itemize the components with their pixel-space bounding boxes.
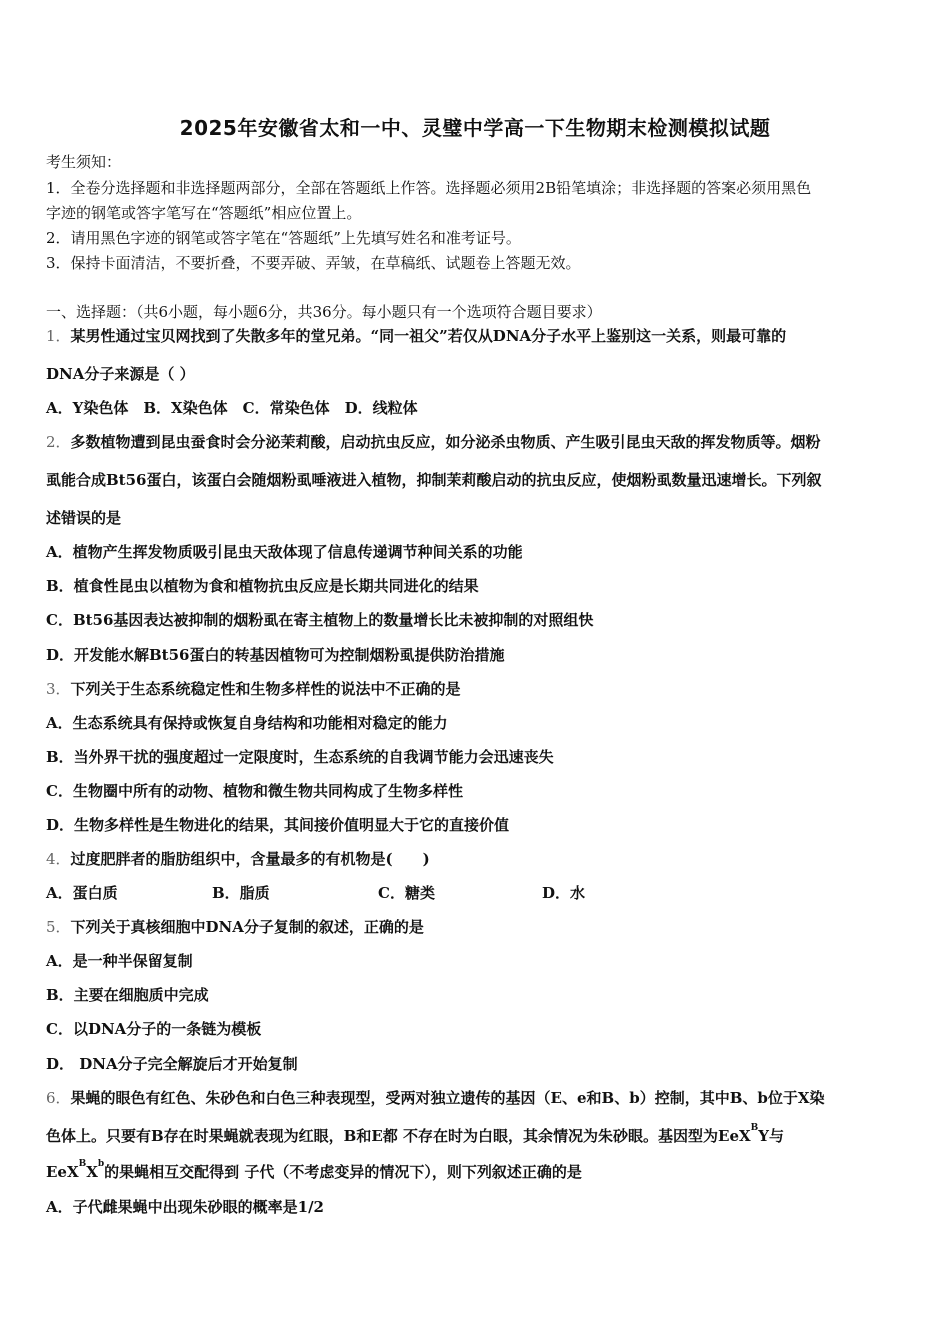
question-3-option-b: B．当外界干扰的强度超过一定限度时，生态系统的自我调节能力会迅速丧失 <box>46 748 554 766</box>
question-5-line-1 <box>46 917 908 937</box>
question-4-line-1 <box>46 849 908 869</box>
question-number: 2． <box>46 433 71 451</box>
question-2-option-c: C．Bt56基因表达被抑制的烟粉虱在寄主植物上的数量增长比未被抑制的对照组快 <box>46 611 594 629</box>
question-5-stem: 下列关于真核细胞中DNA分子复制的叙述，正确的是 <box>70 918 424 936</box>
question-number: 5． <box>46 918 71 936</box>
question-6-text: X <box>86 1163 98 1181</box>
question-4-option-c: C．糖类 <box>378 884 435 902</box>
question-2-line-2: 虱能合成Bt56蛋白，该蛋白会随烟粉虱唾液进入植物，抑制茉莉酸启动的抗虫反应，使烟粉虱数量迅速增长。下列叙 <box>46 471 822 489</box>
question-1-line-2: DNA分子来源是（ ） <box>46 365 195 383</box>
question-6-text: EeX <box>46 1163 79 1181</box>
question-6-line-2 <box>46 1123 908 1146</box>
question-1-stem: 某男性通过宝贝网找到了失散多年的堂兄弟。“同一祖父”若仅从DNA分子水平上鉴别这一关系，则最可靠的 <box>70 327 787 345</box>
question-4-options <box>46 883 908 903</box>
question-3-stem: 下列关于生态系统稳定性和生物多样性的说法中不正确的是 <box>70 680 461 698</box>
question-5-option-a: A．是一种半保留复制 <box>46 952 193 970</box>
question-3-option-c: C．生物圈中所有的动物、植物和微生物共同构成了生物多样性 <box>46 782 463 800</box>
question-4-option-a: A．蛋白质 <box>46 884 118 902</box>
question-6-line-1 <box>46 1088 908 1108</box>
question-5-option-c: C．以DNA分子的一条链为模板 <box>46 1020 262 1038</box>
question-5-option-b: B．主要在细胞质中完成 <box>46 986 209 1004</box>
notice-item-3: 3．保持卡面清洁，不要折叠，不要弄破、弄皱，在草稿纸、试题卷上答题无效。 <box>46 254 581 272</box>
question-5-option-d: D． DNA分子完全解旋后才开始复制 <box>46 1055 298 1073</box>
question-1-options: A．Y染色体 B．X染色体 C．常染色体 D．线粒体 <box>46 399 418 417</box>
question-6-text: 色体上。只要有B存在时果蝇就表现为红眼，B和E都 不存在时为白眼，其余情况为朱砂眼。基因型为EeX <box>46 1127 751 1145</box>
question-2-line-3: 述错误的是 <box>46 509 122 527</box>
superscript: B <box>750 1123 759 1133</box>
question-6-option-a: A．子代雌果蝇中出现朱砂眼的概率是1/2 <box>46 1198 324 1216</box>
question-2-line-1 <box>46 432 908 452</box>
question-4-option-b: B．脂质 <box>212 884 270 902</box>
question-6-text: Y与 <box>758 1127 784 1145</box>
question-number: 1． <box>46 327 71 345</box>
question-2-option-b: B．植食性昆虫以植物为食和植物抗虫反应是长期共同进化的结果 <box>46 577 479 595</box>
question-4-stem: 过度肥胖者的脂肪组织中，含量最多的有机物是( ) <box>70 850 430 868</box>
superscript: B <box>78 1159 87 1169</box>
notice-item-1: 1．全卷分选择题和非选择题两部分，全部在答题纸上作答。选择题必须用2B铅笔填涂；非选择题的答案必须用黑色 <box>46 179 812 197</box>
question-3-option-a: A．生态系统具有保持或恢复自身结构和功能相对稳定的能力 <box>46 714 448 732</box>
question-6-line-3 <box>46 1159 908 1182</box>
notice-item-2: 2．请用黑色字迹的钢笔或答字笔在“答题纸”上先填写姓名和准考证号。 <box>46 229 521 247</box>
question-4-option-d: D．水 <box>542 884 586 902</box>
question-2-option-d: D．开发能水解Bt56蛋白的转基因植物可为控制烟粉虱提供防治措施 <box>46 646 505 664</box>
superscript: b <box>97 1159 105 1169</box>
notice-heading: 考生须知： <box>46 153 122 171</box>
exam-title: 2025年安徽省太和一中、灵璧中学高一下生物期末检测模拟试题 <box>179 116 771 140</box>
question-3-option-d: D．生物多样性是生物进化的结果，其间接价值明显大于它的直接价值 <box>46 816 510 834</box>
notice-item-1-cont: 字迹的钢笔或答字笔写在“答题纸”相应位置上。 <box>46 204 362 222</box>
question-number: 3． <box>46 680 71 698</box>
question-number: 6． <box>46 1089 71 1107</box>
question-6-text: 的果蝇相互交配得到 子代（不考虑变异的情况下），则下列叙述正确的是 <box>104 1163 582 1181</box>
question-3-line-1 <box>46 679 908 699</box>
question-2-stem: 多数植物遭到昆虫蚕食时会分泌茉莉酸，启动抗虫反应，如分泌杀虫物质、产生吸引昆虫天敌的挥发物质等。烟粉 <box>70 433 821 451</box>
section-heading: 一、选择题：（共6小题，每小题6分，共36分。每小题只有一个选项符合题目要求） <box>46 303 602 321</box>
question-1-line-1 <box>46 326 908 346</box>
question-6-stem: 果蝇的眼色有红色、朱砂色和白色三种表现型，受两对独立遗传的基因（E、e和B、b）控制，其中B、b位于X染 <box>70 1089 825 1107</box>
question-2-option-a: A．植物产生挥发物质吸引昆虫天敌体现了信息传递调节种间关系的功能 <box>46 543 523 561</box>
question-number: 4． <box>46 850 71 868</box>
